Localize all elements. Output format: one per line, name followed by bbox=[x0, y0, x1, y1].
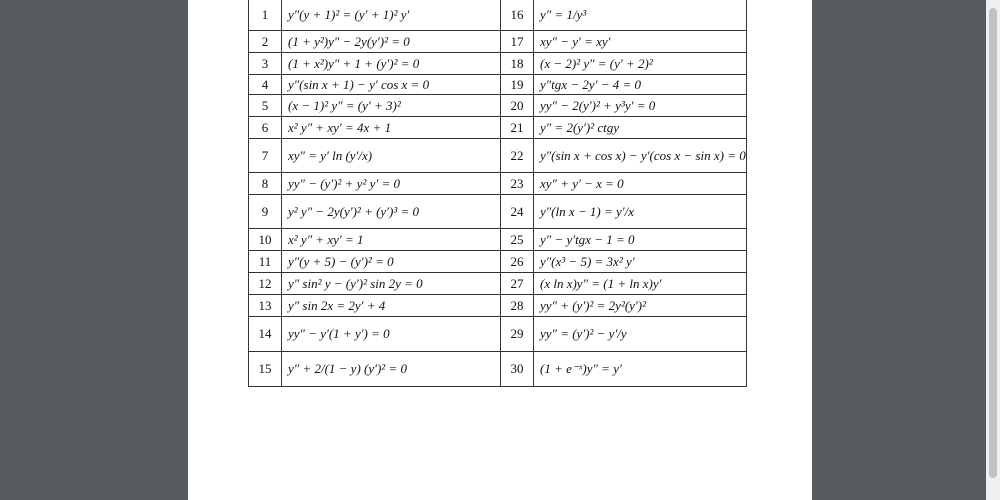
equation: y″ = 1/y³ bbox=[534, 0, 747, 31]
equation: yy″ − (y′)² + y² y′ = 0 bbox=[282, 173, 501, 195]
equation: y″(y + 1)² = (y′ + 1)² y′ bbox=[282, 0, 501, 31]
table-row bbox=[249, 229, 747, 251]
equation: yy″ − y′(1 + y′) = 0 bbox=[282, 317, 501, 352]
table-row bbox=[249, 139, 747, 173]
equation: (x ln x)y″ = (1 + ln x)y′ bbox=[534, 273, 747, 295]
row-number: 14 bbox=[249, 317, 282, 352]
table-row bbox=[249, 0, 747, 31]
row-number: 8 bbox=[249, 173, 282, 195]
row-number: 27 bbox=[501, 273, 534, 295]
row-number: 29 bbox=[501, 317, 534, 352]
row-number: 5 bbox=[249, 95, 282, 117]
row-number: 15 bbox=[249, 352, 282, 387]
vertical-scrollbar[interactable] bbox=[986, 0, 1000, 500]
row-number: 25 bbox=[501, 229, 534, 251]
table-row bbox=[249, 251, 747, 273]
equation: y″ + 2/(1 − y) (y′)² = 0 bbox=[282, 352, 501, 387]
equation: y″(ln x − 1) = y′/x bbox=[534, 195, 747, 229]
equation: (x − 2)² y″ = (y′ + 2)² bbox=[534, 53, 747, 75]
equation: (1 + e⁻ˣ)y″ = y′ bbox=[534, 352, 747, 387]
equation: y″ sin² y − (y′)² sin 2y = 0 bbox=[282, 273, 501, 295]
row-number: 30 bbox=[501, 352, 534, 387]
document-page bbox=[188, 0, 812, 500]
row-number: 6 bbox=[249, 117, 282, 139]
row-number: 9 bbox=[249, 195, 282, 229]
row-number: 21 bbox=[501, 117, 534, 139]
equation: y″ sin 2x = 2y′ + 4 bbox=[282, 295, 501, 317]
row-number: 4 bbox=[249, 75, 282, 95]
equation: x² y″ + xy′ = 4x + 1 bbox=[282, 117, 501, 139]
row-number: 19 bbox=[501, 75, 534, 95]
table-row bbox=[249, 295, 747, 317]
equation: y″(sin x + 1) − y′ cos x = 0 bbox=[282, 75, 501, 95]
equation: (x − 1)² y″ = (y′ + 3)² bbox=[282, 95, 501, 117]
equation: (1 + y²)y″ − 2y(y′)² = 0 bbox=[282, 31, 501, 53]
equation: y″(sin x + cos x) − y′(cos x − sin x) = 0 bbox=[534, 139, 747, 173]
table-row bbox=[249, 31, 747, 53]
equation: y² y″ − 2y(y′)² + (y′)³ = 0 bbox=[282, 195, 501, 229]
table-row bbox=[249, 195, 747, 229]
table-row bbox=[249, 75, 747, 95]
row-number: 12 bbox=[249, 273, 282, 295]
row-number: 17 bbox=[501, 31, 534, 53]
equation: y″tgx − 2y′ − 4 = 0 bbox=[534, 75, 747, 95]
table-row bbox=[249, 95, 747, 117]
equation: y″ − y′tgx − 1 = 0 bbox=[534, 229, 747, 251]
equation: x² y″ + xy′ = 1 bbox=[282, 229, 501, 251]
row-number: 11 bbox=[249, 251, 282, 273]
row-number: 10 bbox=[249, 229, 282, 251]
equation: y″ = 2(y′)² ctgy bbox=[534, 117, 747, 139]
equation: y″(y + 5) − (y′)² = 0 bbox=[282, 251, 501, 273]
table-row bbox=[249, 273, 747, 295]
row-number: 22 bbox=[501, 139, 534, 173]
equations-table bbox=[248, 0, 747, 387]
table-row bbox=[249, 53, 747, 75]
table-row bbox=[249, 117, 747, 139]
row-number: 7 bbox=[249, 139, 282, 173]
row-number: 24 bbox=[501, 195, 534, 229]
table-row bbox=[249, 173, 747, 195]
equation: xy″ + y′ − x = 0 bbox=[534, 173, 747, 195]
row-number: 26 bbox=[501, 251, 534, 273]
row-number: 20 bbox=[501, 95, 534, 117]
scrollbar-thumb[interactable] bbox=[989, 8, 997, 478]
table-row bbox=[249, 317, 747, 352]
table-row bbox=[249, 352, 747, 387]
row-number: 16 bbox=[501, 0, 534, 31]
row-number: 2 bbox=[249, 31, 282, 53]
row-number: 1 bbox=[249, 0, 282, 31]
equation: xy″ − y′ = xy′ bbox=[534, 31, 747, 53]
equation: xy″ = y′ ln (y′/x) bbox=[282, 139, 501, 173]
equation: (1 + x²)y″ + 1 + (y′)² = 0 bbox=[282, 53, 501, 75]
row-number: 13 bbox=[249, 295, 282, 317]
equation: y″(x³ − 5) = 3x² y′ bbox=[534, 251, 747, 273]
equation: yy″ − 2(y′)² + y³y′ = 0 bbox=[534, 95, 747, 117]
row-number: 3 bbox=[249, 53, 282, 75]
row-number: 23 bbox=[501, 173, 534, 195]
equation: yy″ = (y′)² − y′/y bbox=[534, 317, 747, 352]
equations-table-body bbox=[249, 0, 747, 387]
row-number: 18 bbox=[501, 53, 534, 75]
equation: yy″ + (y′)² = 2y²(y′)² bbox=[534, 295, 747, 317]
row-number: 28 bbox=[501, 295, 534, 317]
